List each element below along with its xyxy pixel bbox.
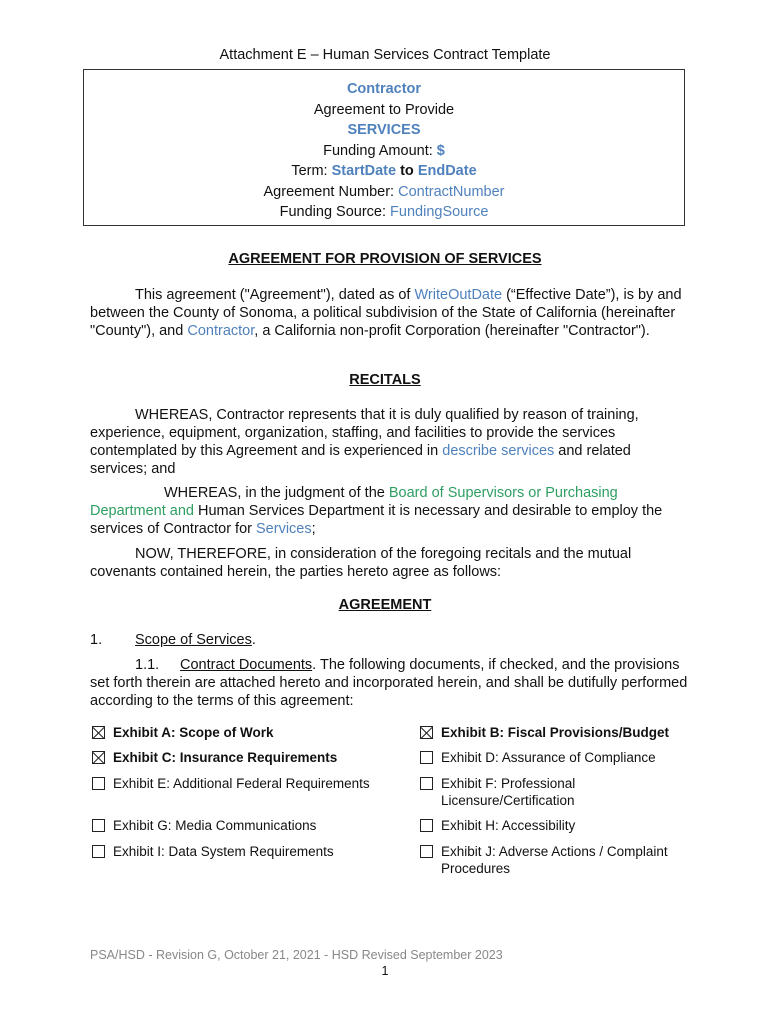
exhibit-d-label: Exhibit D: Assurance of Compliance: [441, 750, 656, 765]
page-footer: PSA/HSD - Revision G, October 21, 2021 - HSD Revised September 2023: [90, 948, 503, 962]
exhibit-f-row[interactable]: [420, 775, 575, 809]
exhibit-h-label: Exhibit H: Accessibility: [441, 818, 576, 833]
exhibit-e-checkbox[interactable]: [92, 777, 105, 790]
exhibit-j-row[interactable]: [420, 843, 668, 877]
exhibit-b-row[interactable]: [420, 724, 669, 741]
page-header: Attachment E – Human Services Contract Template: [219, 47, 551, 63]
agreement-title: AGREEMENT FOR PROVISION OF SERVICES: [228, 251, 542, 267]
end-date: EndDate: [417, 163, 477, 179]
exhibit-g-label: Exhibit G: Media Communications: [113, 818, 317, 833]
funding-source-value: FundingSource: [390, 204, 489, 220]
section-1-1: [90, 656, 688, 710]
section-1-1-text: . The following documents, if checked, and the provisions set forth therein are attached hereto and incorporated herein, and shall be dutifully performed according to the terms of this agreement:: [90, 657, 688, 709]
funding-label: Funding Amount:: [323, 142, 437, 159]
whereas2-part1: WHEREAS, in the judgment of the: [164, 485, 389, 501]
cover-contractor: Contractor: [346, 81, 422, 97]
intro-contractor: Contractor: [187, 323, 255, 339]
exhibit-h-row[interactable]: [420, 817, 575, 834]
exhibit-b-label: Exhibit B: Fiscal Provisions/Budget: [441, 725, 670, 740]
exhibit-a-row[interactable]: [92, 724, 274, 741]
whereas1-part1: WHEREAS, Contractor represents that it is duly qualified by reason of training, experience, equipment, organization, staffing, and facilities to provide the services contemplated by this Agreement and is experienced in: [90, 407, 639, 459]
cover-box: [83, 69, 685, 226]
board-text: Board of Supervisors or Purchasing Department and: [90, 485, 618, 519]
exhibit-i-checkbox[interactable]: [92, 845, 105, 858]
section-1-1-title: Contract Documents: [180, 657, 313, 673]
whereas-paragraph-1: [90, 406, 688, 478]
cover-agreement-to-provide: Agreement to Provide: [313, 101, 455, 118]
whereas1-part2: and related services; and: [90, 443, 631, 477]
exhibit-a-label: Exhibit A: Scope of Work: [113, 725, 274, 740]
cover-services: SERVICES: [347, 122, 421, 138]
whereas2-services: Services: [256, 521, 312, 537]
cover-agreement-number-line: [84, 182, 684, 203]
exhibit-d-checkbox[interactable]: [420, 751, 433, 764]
section-1-title: Scope of Services: [135, 632, 252, 648]
exhibit-d-row[interactable]: [420, 749, 656, 766]
intro-part3: , a California non-profit Corporation (hereinafter "Contractor").: [254, 323, 650, 339]
exhibit-f-checkbox[interactable]: [420, 777, 433, 790]
intro-part2: (“Effective Date”), is by and between the County of Sonoma, a political subdivision of the State of California (hereinafter "County"), and: [90, 287, 682, 339]
exhibit-j-label: Exhibit J: Adverse Actions / Complaint Procedures: [441, 844, 668, 876]
section-1-number: 1.: [90, 632, 103, 648]
section-1: [90, 631, 688, 649]
section-1-1-number: 1.1.: [135, 657, 160, 673]
cover-term-line: [84, 161, 684, 182]
exhibit-f-label: Exhibit F: Professional Licensure/Certification: [441, 776, 576, 808]
exhibit-e-label: Exhibit E: Additional Federal Requirements: [113, 776, 370, 791]
intro-paragraph: [90, 286, 688, 340]
whereas-paragraph-2: [90, 484, 688, 538]
exhibit-h-checkbox[interactable]: [420, 819, 433, 832]
section-1-suffix: .: [251, 632, 256, 648]
exhibit-j-checkbox[interactable]: [420, 845, 433, 858]
cover-funding-source-line: [84, 202, 684, 223]
exhibit-e-row[interactable]: [92, 775, 370, 792]
exhibit-c-label: Exhibit C: Insurance Requirements: [113, 750, 338, 765]
funding-value: $: [436, 142, 445, 159]
now-therefore-text: NOW, THEREFORE, in consideration of the foregoing recitals and the mutual covenants contained herein, the parties hereto agree as follows:: [90, 546, 632, 580]
exhibit-i-row[interactable]: [92, 843, 334, 860]
term-to: to: [396, 163, 418, 179]
write-out-date: WriteOutDate: [414, 287, 503, 303]
exhibit-c-checkbox[interactable]: [92, 751, 105, 764]
describe-services: describe services: [442, 443, 555, 459]
page-number: 1: [381, 964, 389, 978]
exhibit-b-checkbox[interactable]: [420, 726, 433, 739]
exhibit-g-checkbox[interactable]: [92, 819, 105, 832]
whereas2-part2: Human Services Department it is necessary and desirable to employ the services of Contractor for: [90, 503, 663, 537]
exhibit-i-label: Exhibit I: Data System Requirements: [113, 844, 334, 859]
start-date: StartDate: [331, 163, 397, 179]
now-therefore-paragraph: [90, 545, 688, 581]
cover-funding-line: [84, 141, 684, 162]
agreement-number-label: Agreement Number:: [263, 183, 399, 200]
agreement-number-value: ContractNumber: [398, 183, 505, 200]
funding-source-label: Funding Source:: [279, 204, 391, 220]
intro-part1: This agreement ("Agreement"), dated as of: [135, 287, 415, 303]
term-label: Term:: [291, 163, 332, 179]
exhibit-c-row[interactable]: [92, 749, 337, 766]
exhibit-a-checkbox[interactable]: [92, 726, 105, 739]
exhibit-g-row[interactable]: [92, 817, 316, 834]
whereas2-part3: ;: [311, 521, 316, 537]
agreement-heading: AGREEMENT: [338, 597, 432, 613]
recitals-heading: RECITALS: [349, 372, 421, 388]
